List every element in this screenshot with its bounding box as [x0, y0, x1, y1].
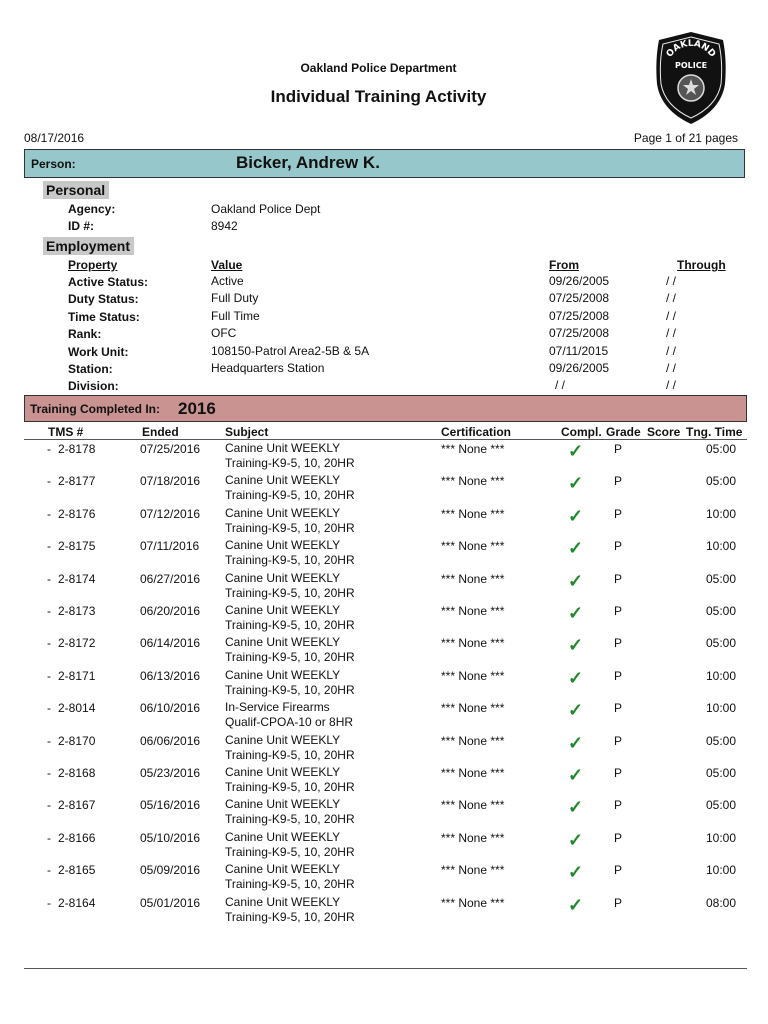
row-dash: - [47, 539, 51, 553]
grade: P [614, 831, 623, 845]
subject-line-2: Training-K9-5, 10, 20HR [225, 780, 355, 794]
completed-check-icon: ✓ [568, 603, 584, 623]
th-tms: TMS # [48, 425, 84, 439]
id-value: 8942 [211, 219, 238, 233]
subject-line-2: Training-K9-5, 10, 20HR [225, 618, 355, 632]
certification: *** None *** [441, 701, 505, 715]
col-value: Value [211, 258, 243, 272]
row-dash: - [47, 442, 51, 456]
training-time: 05:00 [705, 798, 736, 812]
table-row [0, 442, 768, 474]
training-time: 10:00 [705, 669, 736, 683]
completed-check-icon: ✓ [568, 895, 584, 915]
completed-check-icon: ✓ [568, 668, 584, 688]
certification: *** None *** [441, 896, 505, 910]
certification: *** None *** [441, 863, 505, 877]
emp-through: / / [666, 361, 677, 375]
subject-line-1: Canine Unit WEEKLY [225, 441, 341, 455]
subject-line-1: Canine Unit WEEKLY [225, 506, 341, 520]
id-label: ID #: [68, 219, 95, 233]
training-time: 10:00 [705, 863, 736, 877]
th-compl: Compl. [561, 425, 602, 439]
training-time: 05:00 [705, 442, 736, 456]
badge-top-text: OAKLAND [664, 38, 718, 60]
subject [225, 765, 435, 795]
completed-check-icon: ✓ [568, 765, 584, 785]
subject [225, 895, 435, 925]
subject-line-1: Canine Unit WEEKLY [225, 765, 341, 779]
certification: *** None *** [441, 442, 505, 456]
subject [225, 830, 435, 860]
completed-check-icon: ✓ [568, 473, 584, 493]
row-dash: - [47, 507, 51, 521]
subject-line-2: Training-K9-5, 10, 20HR [225, 553, 355, 567]
agency-label: Agency: [68, 202, 116, 216]
certification: *** None *** [441, 474, 505, 488]
tms-number: 2-8168 [58, 766, 96, 780]
certification: *** None *** [441, 572, 505, 586]
footer-divider [24, 968, 747, 969]
ended-date: 07/18/2016 [140, 474, 201, 488]
grade: P [614, 539, 623, 553]
subject [225, 441, 435, 471]
grade: P [614, 734, 623, 748]
grade: P [614, 604, 623, 618]
subject [225, 700, 435, 730]
col-from: From [549, 258, 579, 272]
row-dash: - [47, 896, 51, 910]
completed-check-icon: ✓ [568, 700, 584, 720]
row-dash: - [47, 766, 51, 780]
subject-line-2: Training-K9-5, 10, 20HR [225, 521, 355, 535]
person-bar [24, 149, 745, 178]
table-row [0, 474, 768, 506]
table-row [0, 766, 768, 798]
tms-number: 2-8014 [58, 701, 96, 715]
ended-date: 05/16/2016 [140, 798, 201, 812]
completed-check-icon: ✓ [568, 830, 584, 850]
row-dash: - [47, 474, 51, 488]
subject-line-1: Canine Unit WEEKLY [225, 603, 341, 617]
emp-from: / / [555, 378, 566, 392]
ended-date: 06/14/2016 [140, 636, 201, 650]
completed-check-icon: ✓ [568, 862, 584, 882]
grade: P [614, 766, 623, 780]
person-label: Person: [31, 157, 76, 171]
ended-date: 06/06/2016 [140, 734, 201, 748]
emp-through: / / [666, 344, 677, 358]
training-time: 05:00 [705, 636, 736, 650]
certification: *** None *** [441, 636, 505, 650]
tms-number: 2-8178 [58, 442, 96, 456]
subject [225, 603, 435, 633]
tms-number: 2-8176 [58, 507, 96, 521]
subject [225, 473, 435, 503]
table-row [0, 734, 768, 766]
grade: P [614, 798, 623, 812]
th-tng-time: Tng. Time [686, 425, 743, 439]
tms-number: 2-8172 [58, 636, 96, 650]
training-time: 05:00 [705, 474, 736, 488]
tms-number: 2-8166 [58, 831, 96, 845]
subject-line-2: Training-K9-5, 10, 20HR [225, 812, 355, 826]
table-row [0, 636, 768, 668]
table-row [0, 572, 768, 604]
subject [225, 571, 435, 601]
grade: P [614, 669, 623, 683]
person-name: Bicker, Andrew K. [236, 153, 380, 172]
ended-date: 06/13/2016 [140, 669, 201, 683]
page-indicator: Page 1 of 21 pages [633, 131, 738, 145]
th-score: Score [647, 425, 681, 439]
emp-property: Time Status: [68, 310, 140, 324]
police-badge-logo [653, 30, 729, 126]
tms-number: 2-8173 [58, 604, 96, 618]
ended-date: 06/20/2016 [140, 604, 201, 618]
certification: *** None *** [441, 604, 505, 618]
th-subject: Subject [225, 425, 269, 439]
completed-check-icon: ✓ [568, 635, 584, 655]
training-time: 05:00 [705, 604, 736, 618]
subject [225, 733, 435, 763]
emp-property: Station: [68, 362, 113, 376]
training-time: 08:00 [705, 896, 736, 910]
certification: *** None *** [441, 766, 505, 780]
th-grade: Grade [606, 425, 641, 439]
tms-number: 2-8171 [58, 669, 96, 683]
ended-date: 07/12/2016 [140, 507, 201, 521]
ended-date: 06/10/2016 [140, 701, 201, 715]
completed-check-icon: ✓ [568, 797, 584, 817]
row-dash: - [47, 572, 51, 586]
report-title: Individual Training Activity [270, 87, 487, 106]
emp-property: Division: [68, 379, 119, 393]
emp-through: / / [666, 326, 677, 340]
badge-mid-text: POLICE [674, 61, 708, 70]
department-name: Oakland Police Department [300, 61, 457, 75]
tms-number: 2-8175 [58, 539, 96, 553]
training-label: Training Completed In: [30, 402, 161, 416]
training-time: 10:00 [705, 539, 736, 553]
completed-check-icon: ✓ [568, 538, 584, 558]
emp-from: 09/26/2005 [549, 274, 610, 288]
subject-line-2: Training-K9-5, 10, 20HR [225, 748, 355, 762]
col-property: Property [68, 258, 118, 272]
subject-line-1: Canine Unit WEEKLY [225, 668, 341, 682]
subject-line-1: Canine Unit WEEKLY [225, 797, 341, 811]
training-time: 05:00 [705, 572, 736, 586]
emp-through: / / [666, 274, 677, 288]
th-ended: Ended [142, 425, 179, 439]
training-time: 10:00 [705, 831, 736, 845]
emp-value: Headquarters Station [211, 361, 325, 375]
completed-check-icon: ✓ [568, 571, 584, 591]
row-dash: - [47, 669, 51, 683]
subject-line-2: Qualif-CPOA-10 or 8HR [225, 715, 354, 729]
grade: P [614, 442, 623, 456]
row-dash: - [47, 734, 51, 748]
tms-number: 2-8164 [58, 896, 96, 910]
th-certification: Certification [441, 425, 512, 439]
subject [225, 668, 435, 698]
table-row [0, 604, 768, 636]
subject-line-2: Training-K9-5, 10, 20HR [225, 456, 355, 470]
agency-value: Oakland Police Dept [211, 202, 321, 216]
grade: P [614, 572, 623, 586]
emp-from: 07/25/2008 [549, 291, 610, 305]
table-row [0, 669, 768, 701]
tms-number: 2-8170 [58, 734, 96, 748]
table-row [0, 863, 768, 895]
training-year: 2016 [178, 399, 216, 418]
ended-date: 05/09/2016 [140, 863, 201, 877]
certification: *** None *** [441, 669, 505, 683]
subject-line-1: Canine Unit WEEKLY [225, 571, 341, 585]
personal-heading: Personal [43, 181, 109, 199]
ended-date: 05/10/2016 [140, 831, 201, 845]
subject-line-1: Canine Unit WEEKLY [225, 830, 341, 844]
ended-date: 05/01/2016 [140, 896, 201, 910]
emp-value: Active [211, 274, 244, 288]
subject-line-2: Training-K9-5, 10, 20HR [225, 683, 355, 697]
completed-check-icon: ✓ [568, 506, 584, 526]
certification: *** None *** [441, 798, 505, 812]
ended-date: 05/23/2016 [140, 766, 201, 780]
subject-line-1: Canine Unit WEEKLY [225, 733, 341, 747]
emp-property: Rank: [68, 327, 102, 341]
table-row [0, 539, 768, 571]
emp-property: Active Status: [68, 275, 149, 289]
subject [225, 862, 435, 892]
tms-number: 2-8167 [58, 798, 96, 812]
report-date: 08/17/2016 [24, 131, 85, 145]
completed-check-icon: ✓ [568, 733, 584, 753]
table-row [0, 507, 768, 539]
row-dash: - [47, 701, 51, 715]
training-time: 10:00 [705, 507, 736, 521]
certification: *** None *** [441, 507, 505, 521]
grade: P [614, 507, 623, 521]
subject [225, 538, 435, 568]
emp-value: 108150-Patrol Area2-5B & 5A [211, 344, 370, 358]
emp-from: 07/25/2008 [549, 309, 610, 323]
subject-line-2: Training-K9-5, 10, 20HR [225, 845, 355, 859]
grade: P [614, 636, 623, 650]
ended-date: 06/27/2016 [140, 572, 201, 586]
subject-line-2: Training-K9-5, 10, 20HR [225, 488, 355, 502]
row-dash: - [47, 831, 51, 845]
emp-from: 07/11/2015 [549, 344, 609, 358]
emp-value: Full Time [211, 309, 260, 323]
completed-check-icon: ✓ [568, 441, 584, 461]
row-dash: - [47, 636, 51, 650]
subject [225, 797, 435, 827]
training-time: 05:00 [705, 766, 736, 780]
subject-line-1: Canine Unit WEEKLY [225, 538, 341, 552]
subject-line-2: Training-K9-5, 10, 20HR [225, 877, 355, 891]
subject-line-2: Training-K9-5, 10, 20HR [225, 586, 355, 600]
tms-number: 2-8165 [58, 863, 96, 877]
col-through: Through [677, 258, 726, 272]
tms-number: 2-8174 [58, 572, 96, 586]
subject-line-1: Canine Unit WEEKLY [225, 473, 341, 487]
emp-through: / / [666, 291, 677, 305]
emp-value: OFC [211, 326, 237, 340]
certification: *** None *** [441, 734, 505, 748]
emp-property: Duty Status: [68, 292, 139, 306]
ended-date: 07/11/2016 [140, 539, 200, 553]
row-dash: - [47, 604, 51, 618]
table-row [0, 701, 768, 733]
table-row [0, 798, 768, 830]
subject-line-1: In-Service Firearms [225, 700, 330, 714]
subject-line-2: Training-K9-5, 10, 20HR [225, 650, 355, 664]
training-time: 10:00 [705, 701, 736, 715]
emp-value: Full Duty [211, 291, 259, 305]
grade: P [614, 863, 623, 877]
ended-date: 07/25/2016 [140, 442, 201, 456]
row-dash: - [47, 863, 51, 877]
row-dash: - [47, 798, 51, 812]
emp-through: / / [666, 378, 677, 392]
table-row [0, 896, 768, 928]
employment-heading: Employment [43, 237, 134, 255]
emp-from: 09/26/2005 [549, 361, 610, 375]
header-divider [24, 439, 747, 440]
subject-line-1: Canine Unit WEEKLY [225, 862, 341, 876]
table-row [0, 831, 768, 863]
certification: *** None *** [441, 831, 505, 845]
subject-line-1: Canine Unit WEEKLY [225, 895, 341, 909]
grade: P [614, 896, 623, 910]
emp-from: 07/25/2008 [549, 326, 610, 340]
emp-through: / / [666, 309, 677, 323]
subject-line-2: Training-K9-5, 10, 20HR [225, 910, 355, 924]
training-time: 05:00 [705, 734, 736, 748]
grade: P [614, 701, 623, 715]
emp-property: Work Unit: [68, 345, 129, 359]
certification: *** None *** [441, 539, 505, 553]
subject-line-1: Canine Unit WEEKLY [225, 635, 341, 649]
tms-number: 2-8177 [58, 474, 96, 488]
subject [225, 635, 435, 665]
grade: P [614, 474, 623, 488]
subject [225, 506, 435, 536]
